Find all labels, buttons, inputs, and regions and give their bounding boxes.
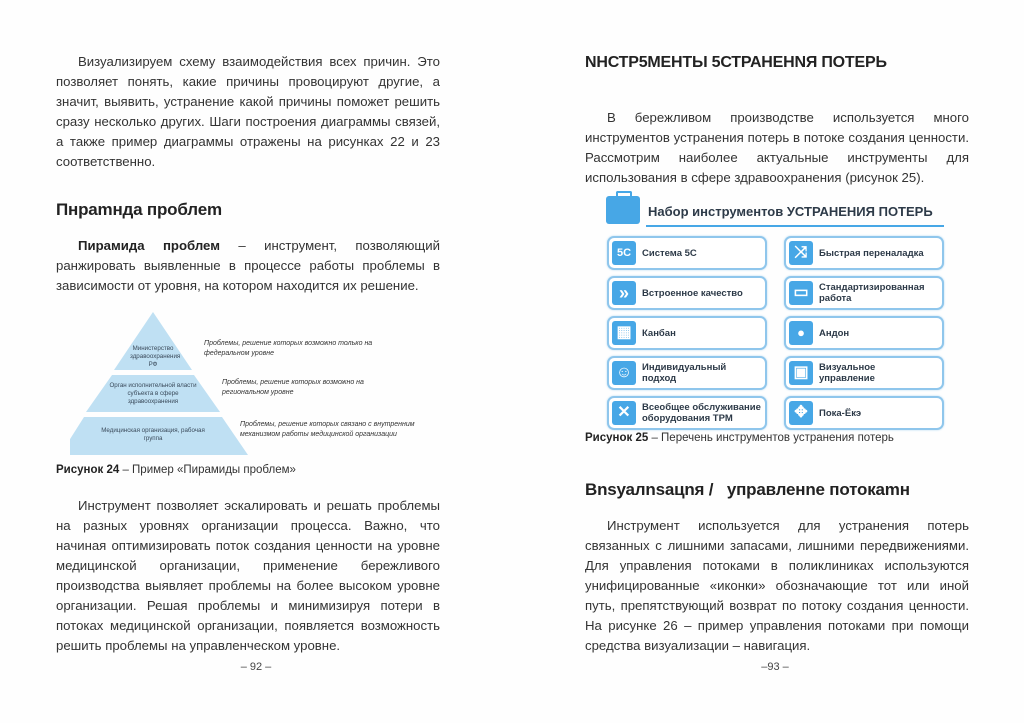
- tier-label-regional: Орган исполнительной власти субъекта в сфере здравоохранения: [109, 382, 197, 405]
- tool-card-5s: [607, 236, 767, 270]
- tool-label: Визуальное управление: [819, 362, 876, 384]
- kanban-board-icon: ▦: [612, 321, 636, 345]
- lightbulb-icon: ●: [789, 321, 813, 345]
- tool-card-individual-approach: [607, 356, 767, 390]
- intro-paragraph-right: [585, 108, 969, 188]
- tier-label-organization: Медицинская организация, рабочая группа: [101, 427, 205, 442]
- tier-description-regional: Проблемы, решение которых возможно на региональном уровне: [222, 379, 364, 396]
- figure-24-label: Рисунок 24: [56, 464, 120, 476]
- figure-25-text: – Перечень инструментов устранения потерь: [648, 432, 894, 444]
- figure-24-text: – Пример «Пирамиды проблем»: [119, 464, 296, 476]
- problem-pyramid-figure: [70, 310, 430, 460]
- closing-paragraph-right: [585, 516, 969, 656]
- subsection-heading-visualization: Вnsуалnsацnя / управленne потокаmн: [585, 480, 910, 499]
- tool-card-visual-management: [784, 356, 944, 390]
- tool-card-built-in-quality: [607, 276, 767, 310]
- tool-label: Индивидуальный подход: [642, 362, 727, 384]
- closing-paragraph-left-text: Инструмент позволяет эскалировать и решать проблемы на разных уровнях организации процесса. Важно, что начиная оптимизировать поток создания ценности на уровне медицинской организации, применение бережливого производства выявляет проблемы на более высоком уровне организации. Решая проблемы и минимизируя потери в потоках медицинской организации, появляется возможность решить проблемы на управленческом уровне.: [56, 498, 440, 653]
- tool-label: Быстрая переналадка: [819, 247, 924, 259]
- tool-card-kanban: [607, 316, 767, 350]
- tools-icon: ✕: [612, 401, 636, 425]
- page-number-93: –93 –: [761, 661, 789, 673]
- tool-label: Канбан: [642, 327, 676, 339]
- title-underline: [646, 225, 944, 227]
- definition-term: Пирамида проблем: [78, 238, 220, 253]
- waste-elimination-tools-figure: [604, 194, 949, 434]
- tool-card-andon: [784, 316, 944, 350]
- figure-25-caption: [585, 432, 894, 444]
- section-heading-tools: NНСТР5МЕНТЫ 5СТРАНЕНNЯ ПОТЕРЬ: [585, 54, 887, 71]
- chevrons-icon: »: [612, 281, 636, 305]
- tool-label: Стандартизированная работа: [819, 282, 925, 304]
- definition-text: – инструмент, позволяющий ранжировать выявленные в процессе работы проблемы в зависимости от уровня, на котором находится их решение.: [56, 238, 440, 293]
- 5c-icon: 5C: [612, 241, 636, 265]
- intro-paragraph-text: Визуализируем схему взаимодействия всех причин. Это позволяет понять, какие причины провоцируют другие, а значит, выявить, устранение какой причины поможет решить сразу несколько других. Шаги построения диаграммы связей, а также пример диаграммы отражены на рисунках 22 и 23 соответственно.: [56, 54, 440, 169]
- tier-label-federal: Министерство здравоохранения РФ: [130, 345, 181, 368]
- tool-label: Встроенное качество: [642, 287, 743, 299]
- tool-label: Андон: [819, 327, 850, 339]
- closing-paragraph-right-text: Инструмент используется для устранения потерь связанных с лишними запасами, лишними передвижениями. Для управления потоками в поликлиниках используются унифицированные «иконки» обозначающие тот или иной путь, препятствующий возврат по потоку создания ценности. На рисунке 26 – пример управления потоками при помощи средства визуализации – навигация.: [585, 518, 969, 653]
- tool-card-standardized-work: [784, 276, 944, 310]
- puzzle-icon: ✥: [789, 401, 813, 425]
- card-check-icon: ▭: [789, 281, 813, 305]
- tools-figure-title: Набор инструментов УСТРАНЕНИЯ ПОТЕРЬ: [648, 204, 933, 219]
- tool-label: Система 5С: [642, 247, 697, 259]
- definition-paragraph: [56, 236, 440, 296]
- closing-paragraph-left: [56, 496, 440, 656]
- tier-description-organization: Проблемы, решение которых связано с внутренним механизмом работы медицинской организации: [240, 421, 415, 438]
- shuffle-icon: ⤨: [789, 241, 813, 265]
- section-heading-pyramid: Пнрamнда проблem: [56, 200, 222, 219]
- intro-paragraph: [56, 52, 440, 172]
- figure-24-caption: [56, 464, 296, 476]
- tool-label: Пока-Ёкэ: [819, 407, 862, 419]
- figure-25-label: Рисунок 25: [585, 432, 649, 444]
- briefcase-icon: [606, 196, 640, 224]
- picture-icon: ▣: [789, 361, 813, 385]
- tool-card-quick-changeover: [784, 236, 944, 270]
- tool-card-tpm: [607, 396, 767, 430]
- tool-label: Всеобщее обслуживание оборудования TPM: [642, 402, 761, 424]
- intro-paragraph-right-text: В бережливом производстве используется много инструментов устранения потерь в потоке создания ценности. Рассмотрим наиболее актуальные инструменты для использования в сфере здравоохранения (рисунок 25).: [585, 110, 969, 185]
- user-check-icon: ☺: [612, 361, 636, 385]
- tool-card-poka-yoke: [784, 396, 944, 430]
- page-number-92: – 92 –: [240, 661, 272, 673]
- tier-description-federal: Проблемы, решение которых возможно только на федеральном уровне: [204, 340, 373, 357]
